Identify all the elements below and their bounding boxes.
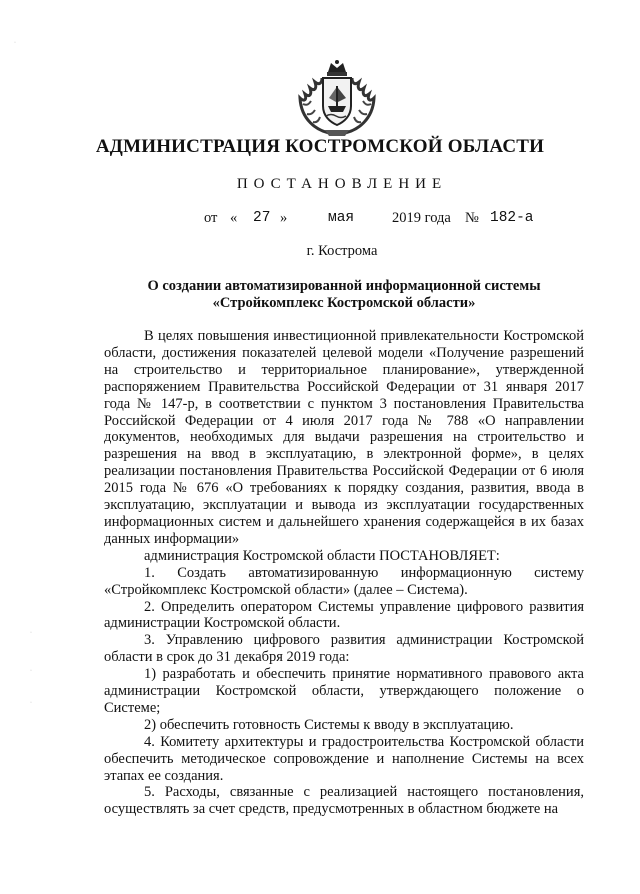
date-day: 27 [253, 210, 271, 226]
document-type: ПОСТАНОВЛЕНИЕ [236, 176, 448, 192]
city-name: г. Кострома [306, 243, 378, 259]
date-quote-close: » [280, 210, 288, 226]
clause-2-paragraph: 2. Определить оператором Системы управление цифрового развития администрации Костромской области. [104, 598, 584, 632]
date-quote-open: « [230, 210, 238, 226]
title-line-1: О создании автоматизированной информационной системы [147, 278, 541, 294]
document-number: 182-а [490, 210, 534, 226]
preamble-paragraph: В целях повышения инвестиционной привлекательности Костромской области, достижения показателей целевой модели «Получение разрешений на строительство и территориальное планирование», утвержденной распоряжением Правительства Российской Федерации от 31 января 2017 года № 147-р, в соответствии с пунктом 3 постановления Правительства Российской Федерации от 4 июля 2017 года № 788 «О направлении документов, необходимых для выдачи разрешения на строительство и разрешения на ввод в эксплуатацию, в электронной форме», в целях реализации постановления Правительства Российской Федерации от 6 июля 2015 года № 676 «О требованиях к порядку создания, развития, ввода в эксплуатацию, эксплуатации и вывода из эксплуатации государственных информационных систем и дальнейшего хранения содержащейся в их базах данных информации» [104, 328, 584, 547]
scan-mark: · [30, 668, 32, 674]
resolution-paragraph: администрация Костромской области ПОСТАНОВЛЯЕТ: [144, 547, 500, 564]
clause-5-paragraph: 5. Расходы, связанные с реализацией настоящего постановления, осуществлять за счет средств, предусмотренных в областном бюджете на [104, 784, 584, 818]
date-from-label: от [204, 210, 218, 226]
title-line-2: «Стройкомплекс Костромской области» [212, 295, 476, 311]
clause-1-paragraph: 1. Создать автоматизированную информационную систему «Стройкомплекс Костромской области» (далее – Система). [104, 564, 584, 598]
coat-of-arms-emblem [295, 58, 379, 140]
date-year: 2019 года [392, 210, 451, 226]
document-body [104, 328, 584, 818]
date-line [0, 210, 640, 232]
number-sign: № [465, 210, 479, 226]
scan-mark: · [14, 40, 16, 46]
scan-mark: · [30, 630, 32, 636]
clause-4-paragraph: 4. Комитету архитектуры и градостроительства Костромской области обеспечить методическое сопровождение и наполнение Системы на всех этапах ее создания. [104, 733, 584, 784]
clause-3-1-paragraph: 1) разработать и обеспечить принятие нормативного правового акта администрации Костромской области, утверждающего положение о Системе; [104, 666, 584, 716]
document-title [104, 278, 584, 312]
scan-mark: · [30, 700, 32, 706]
clause-3-2-paragraph: 2) обеспечить готовность Системы к вводу в эксплуатацию. [144, 716, 514, 733]
organization-name: АДМИНИСТРАЦИЯ КОСТРОМСКОЙ ОБЛАСТИ [95, 136, 545, 157]
clause-3-paragraph: 3. Управлению цифрового развития администрации Костромской области в срок до 31 декабря 2019 года: [104, 632, 584, 666]
date-month: мая [328, 210, 355, 226]
